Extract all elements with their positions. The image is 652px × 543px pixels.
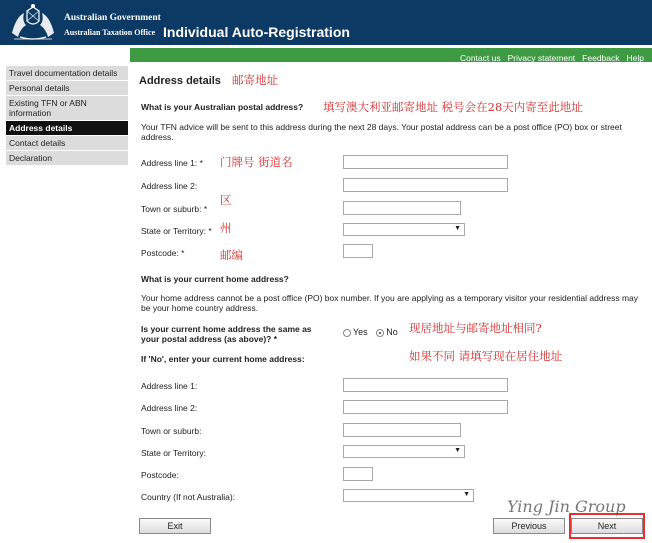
home-address-question: What is your current home address? xyxy=(141,274,289,284)
main-content xyxy=(131,62,647,543)
chevron-down-icon: ▼ xyxy=(454,225,461,232)
home-town-label: Town or suburb: xyxy=(141,426,202,436)
contact-us-link[interactable]: Contact us xyxy=(459,53,501,63)
sidebar-item-existing-tfn-abn[interactable]: Existing TFN or ABN information xyxy=(6,96,128,121)
gov-name: Australian Government xyxy=(64,13,161,23)
postal-address-line2-input[interactable] xyxy=(343,178,508,192)
postal-postcode-label: Postcode: * xyxy=(141,248,185,258)
sidebar-item-declaration[interactable]: Declaration xyxy=(6,151,128,166)
top-nav-bar xyxy=(130,48,652,62)
help-link[interactable]: Help xyxy=(626,53,644,63)
page-title: Address details xyxy=(139,75,221,87)
home-town-input[interactable] xyxy=(343,423,461,437)
annotation-line1: 门牌号 街道名 xyxy=(220,155,293,169)
watermark: Ying Jin Group xyxy=(507,497,626,516)
annotation-postcode: 邮编 xyxy=(220,248,243,262)
same-address-radio-group xyxy=(343,327,398,337)
sidebar-item-contact-details[interactable]: Contact details xyxy=(6,136,128,151)
sidebar-item-personal-details[interactable]: Personal details xyxy=(6,81,128,96)
app-title: Individual Auto-Registration xyxy=(163,24,350,40)
annotation-postal: 填写澳大利亚邮寄地址 税号会在28天内寄至此地址 xyxy=(323,100,583,114)
home-line2-label: Address line 2: xyxy=(141,403,198,413)
postal-address-line1-input[interactable] xyxy=(343,155,508,169)
agency-name: Australian Taxation Office xyxy=(64,28,156,37)
postal-address-description: Your TFN advice will be sent to this address during the next 28 days. Your postal address can be a post office (PO) box or street address. xyxy=(141,122,622,142)
postal-line1-label: Address line 1: * xyxy=(141,158,203,168)
chevron-down-icon: ▼ xyxy=(463,491,470,498)
chevron-down-icon: ▼ xyxy=(454,447,461,454)
home-address-description: Your home address cannot be a post office (PO) box number. If you are applying as a temporary visitor your residential address may be your home country address. xyxy=(141,293,639,313)
radio-no[interactable] xyxy=(376,329,384,337)
privacy-statement-link[interactable]: Privacy statement xyxy=(507,53,576,63)
home-address-line1-input[interactable] xyxy=(343,378,508,392)
sidebar-item-address-details[interactable]: Address details xyxy=(6,121,128,136)
site-header xyxy=(0,0,652,45)
annotation-title: 邮寄地址 xyxy=(232,73,278,87)
feedback-link[interactable]: Feedback xyxy=(582,53,620,63)
next-button-highlight xyxy=(569,513,645,539)
home-line1-label: Address line 1: xyxy=(141,381,198,391)
annotation-same-address: 现居地址与邮寄地址相同? xyxy=(409,321,542,335)
postal-address-question: What is your Australian postal address? xyxy=(141,102,304,112)
previous-button[interactable]: Previous xyxy=(493,518,565,534)
next-button[interactable]: Next xyxy=(571,518,643,534)
radio-yes-label: Yes xyxy=(353,327,368,337)
home-state-label: State or Territory: xyxy=(141,448,207,458)
home-postcode-label: Postcode: xyxy=(141,470,179,480)
home-country-select[interactable] xyxy=(343,489,474,502)
if-no-label: If 'No', enter your current home address: xyxy=(141,354,305,364)
radio-no-label: No xyxy=(386,327,398,337)
top-navigation xyxy=(0,45,652,62)
postal-town-input[interactable] xyxy=(343,201,461,215)
postal-state-label: State or Territory: * xyxy=(141,226,212,236)
postal-town-label: Town or suburb: * xyxy=(141,204,208,214)
annotation-state: 州 xyxy=(220,221,232,235)
radio-yes[interactable] xyxy=(343,329,351,337)
annotation-if-no: 如果不同 请填写现在居住地址 xyxy=(409,349,563,363)
exit-button[interactable]: Exit xyxy=(139,518,211,534)
annotation-town: 区 xyxy=(220,193,232,207)
sidebar-item-travel-documentation[interactable]: Travel documentation details xyxy=(6,66,128,81)
home-address-line2-input[interactable] xyxy=(343,400,508,414)
home-state-select[interactable] xyxy=(343,445,465,458)
postal-postcode-input[interactable] xyxy=(343,244,373,258)
postal-state-select[interactable] xyxy=(343,223,465,236)
home-country-label: Country (If not Australia): xyxy=(141,492,236,502)
postal-line2-label: Address line 2: xyxy=(141,181,198,191)
coat-of-arms-logo xyxy=(6,3,60,41)
sidebar xyxy=(6,66,128,166)
same-address-question: Is your current home address the same as your postal address (as above)? * xyxy=(141,324,312,344)
home-postcode-input[interactable] xyxy=(343,467,373,481)
